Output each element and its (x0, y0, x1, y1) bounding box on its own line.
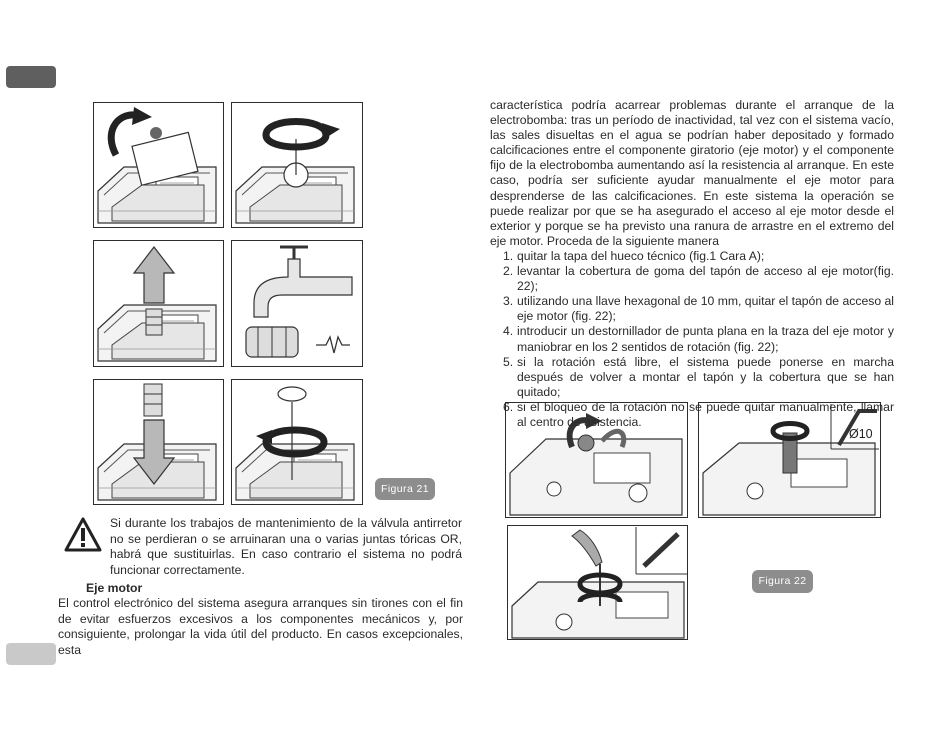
figure21-panel-unscrew (231, 102, 363, 228)
section-intro: El control electrónico del sistema asegura arranques sin tirones con el fin de evitar esfuerzos excesivos a los componentes mecánicos y, por consiguiente, prolongar la vida útil del producto. En casos excepcionales, esta (58, 596, 463, 657)
step-number: 5. (503, 354, 514, 369)
page-tab-dark (6, 66, 56, 88)
figure21-panel-extract-valve (93, 240, 224, 367)
figure22-panel-screwdriver (507, 525, 688, 640)
warning-text: Si durante los trabajos de mantenimiento de la válvula antirretor no se perdieran o se arruinaran una o varias juntas tóricas OR, habrá que sustituirlas. En caso contrario el sistema no podrá funcionar correctamente. (110, 516, 462, 577)
figure21-panel-insert-valve (93, 379, 224, 505)
step-number: 6. (503, 399, 514, 414)
figure21-label: Figura 21 (375, 478, 435, 500)
step-text: si la rotación está libre, el sistema puede ponerse en marcha después de volver a montar el tapón y la cobertura que se han quitado; (517, 354, 894, 399)
step-number: 1. (503, 249, 514, 263)
wrench-size-label: Ø10 (849, 427, 873, 441)
step-text: introducir un destornillador de punta plana en la traza del eje motor y maniobrar en los 2 sentidos de rotación (fig. 22); (517, 324, 894, 354)
figure21-panel-remove-cover (93, 102, 224, 228)
page-tab-light (6, 643, 56, 665)
step-text: quitar la tapa del hueco técnico (fig.1 Cara A); (517, 249, 765, 263)
procedure-steps (490, 249, 894, 430)
procedure-step (490, 294, 894, 324)
procedure-step (490, 355, 894, 400)
section-heading: Eje motor (86, 581, 143, 595)
procedure-step (490, 264, 894, 294)
step-text: si el bloqueo de la rotación no se puede quitar manualmente, llamar al centro de asistencia. (517, 399, 894, 430)
step-text: levantar la cobertura de goma del tapón de acceso al eje motor(fig. 22); (517, 264, 894, 294)
procedure-step (490, 324, 894, 354)
figure21-panel-clean-valve (231, 240, 363, 367)
figure21-panel-screw-cap (231, 379, 363, 505)
figure22-label: Figura 22 (752, 570, 813, 593)
step-number: 2. (503, 264, 514, 279)
procedure-step (490, 400, 894, 430)
step-number: 4. (503, 324, 514, 339)
section-continuation: característica podría acarrear problemas durante el arranque de la electrobomba: tras un período de inactividad, tal vez con el sistema vacío, las sales disueltas en el agua se podrían haber depositado y formado calcificaciones entre el componente giratorio (eje motor) y el componente fijo de la electrobomba aumentando así la resistencia al arranque. En este caso, podría ser suficiente ayudar manualmente el eje motor para desprenderse de las calcificaciones. En este sistema la operación se puede realizar por que se ha asegurado el acceso al eje motor desde el exterior y porque se ha previsto una ranura de arrastre en el extremo del eje motor. Proceda de la siguiente manera (490, 98, 894, 248)
warning-icon (64, 517, 102, 553)
procedure-step (490, 249, 894, 264)
step-text: utilizando una llave hexagonal de 10 mm, quitar el tapón de acceso al eje motor (fig. 22); (517, 294, 894, 324)
step-number: 3. (503, 294, 514, 309)
